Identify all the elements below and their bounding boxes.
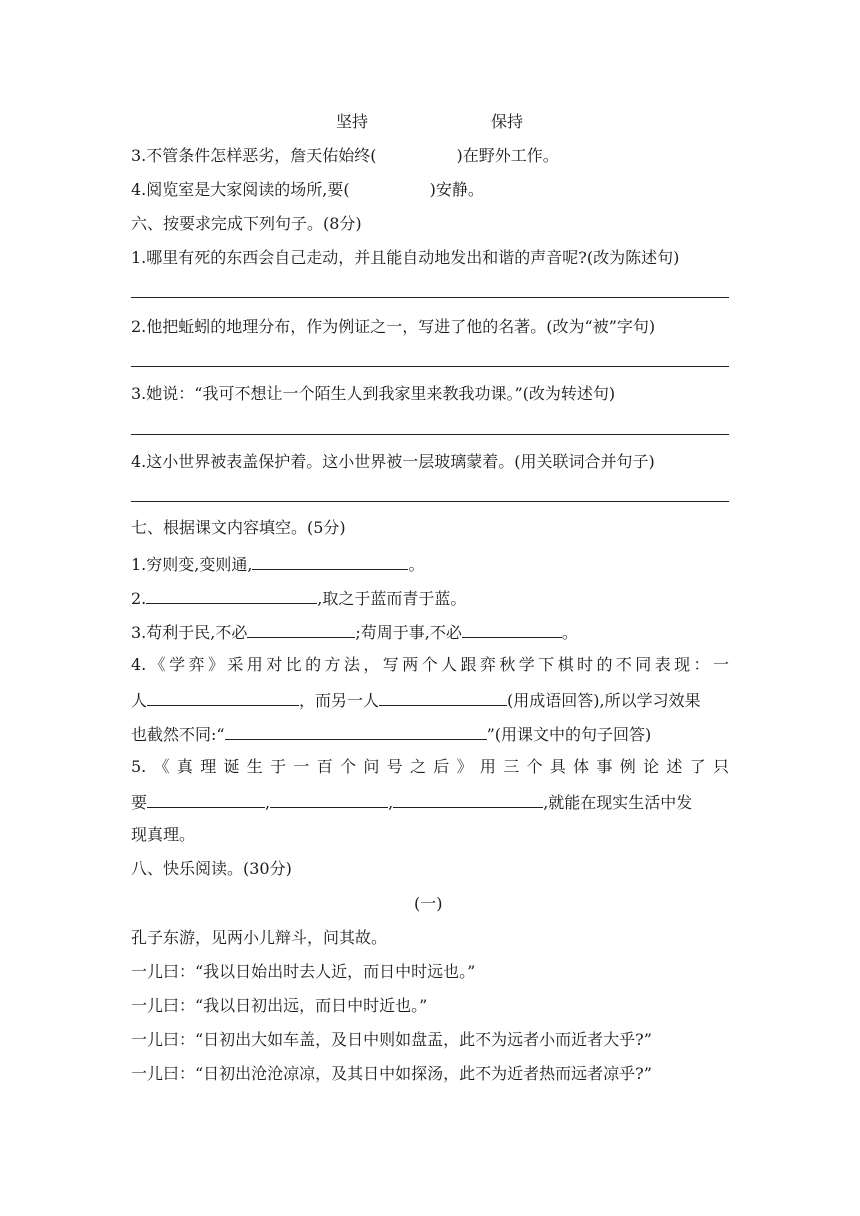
sec7-q4-blank-1[interactable] — [147, 689, 299, 706]
sec5-q4-text-after: )安静。 — [429, 180, 484, 199]
sec7-q5-sep-2: , — [388, 793, 394, 812]
sec6-answer-line-4[interactable] — [131, 501, 729, 502]
sec7-q1-text: 1.穷则变,变则通, — [131, 555, 253, 574]
sec5-q4-text-before: 4.阅览室是大家阅读的场所,要( — [131, 180, 350, 199]
sec7-q5-line-1: 5.《真理诞生于一百个问号之后》用三个具体事例论述了只 — [131, 757, 729, 776]
sec7-q5-text-b: ,就能在现实生活中发 — [543, 793, 693, 812]
sec7-q3-blank-2[interactable] — [462, 621, 562, 638]
word-bank-word-2: 保持 — [491, 112, 524, 131]
sec7-q5-line-2 — [131, 791, 692, 813]
passage-line-4: 一儿曰：“日初出大如车盖，及日中则如盘盂，此不为远者小而近者大乎?” — [131, 1030, 652, 1049]
sec6-item-1: 1.哪里有死的东西会自己走动，并且能自动地发出和谐的声音呢?(改为陈述句) — [131, 248, 680, 267]
sec7-question-1 — [131, 553, 424, 575]
sec5-q3-text-after: )在野外工作。 — [456, 146, 559, 165]
sec6-answer-line-1[interactable] — [131, 297, 729, 298]
sec7-q4-text-b: ，而另一人 — [299, 691, 380, 710]
sec7-q3-blank-1[interactable] — [247, 621, 355, 638]
sec7-q4-line-3 — [131, 723, 651, 745]
sec7-q2-text: ,取之于蓝而青于蓝。 — [317, 589, 467, 608]
sec7-q1-blank[interactable] — [252, 553, 408, 570]
sec6-answer-line-2[interactable] — [131, 366, 729, 367]
sec7-q4-text-d: 也截然不同:“ — [131, 725, 225, 744]
sec7-q5-line-3: 现真理。 — [131, 825, 196, 844]
sec7-question-3 — [131, 621, 578, 643]
sec7-q3-end: 。 — [561, 623, 578, 642]
passage-line-1: 孔子东游，见两小儿辩斗，问其故。 — [131, 928, 388, 947]
sec7-q4-blank-3[interactable] — [225, 723, 487, 740]
sec7-q5-blank-2[interactable] — [270, 791, 388, 808]
sec7-question-2 — [131, 587, 466, 609]
sec7-q4-text-a: 人 — [131, 691, 148, 710]
sec6-answer-line-3[interactable] — [131, 434, 729, 435]
sec7-q5-text-a: 要 — [131, 793, 148, 812]
sec6-item-4: 4.这小世界被表盖保护着。这小世界被一层玻璃蒙着。(用关联词合并句子) — [131, 452, 655, 471]
sec8-heading: 八、快乐阅读。(30分) — [131, 859, 292, 878]
sec5-q3-text-before: 3.不管条件怎样恶劣，詹天佑始终( — [131, 146, 377, 165]
sec7-q5-sep-1: , — [265, 793, 271, 812]
sec7-q5-blank-3[interactable] — [393, 791, 543, 808]
sec6-heading: 六、按要求完成下列句子。(8分) — [131, 214, 362, 233]
sec7-q4-line-2 — [131, 689, 701, 711]
sec7-heading: 七、根据课文内容填空。(5分) — [131, 518, 346, 537]
sec7-q4-text-e: ”(用课文中的句子回答) — [486, 725, 652, 744]
passage-line-2: 一儿曰：“我以日始出时去人近，而日中时远也。” — [131, 962, 476, 981]
sec8-part-label: (一) — [414, 894, 443, 913]
sec7-q3-text-b: ;苟周于事,不必 — [355, 623, 462, 642]
sec7-q2-blank[interactable] — [146, 587, 317, 604]
sec6-item-3: 3.她说：“我可不想让一个陌生人到我家里来教我功课。”(改为转述句) — [131, 384, 616, 403]
sec7-q5-blank-1[interactable] — [147, 791, 265, 808]
passage-line-5: 一儿曰：“日初出沧沧凉凉，及其日中如探汤，此不为近者热而远者凉乎?” — [131, 1064, 652, 1083]
sec7-q4-text-c: (用成语回答),所以学习效果 — [507, 691, 701, 710]
sec7-q2-number: 2. — [131, 589, 147, 608]
sec6-item-2: 2.他把蚯蚓的地理分布，作为例证之一，写进了他的名著。(改为“被”字句) — [131, 317, 656, 336]
sec5-question-4 — [131, 180, 484, 200]
passage-line-3: 一儿曰：“我以日初出远，而日中时近也。” — [131, 996, 428, 1015]
word-bank-word-1: 坚持 — [336, 112, 369, 131]
sec7-q3-text-a: 3.苟利于民,不必 — [131, 623, 248, 642]
sec7-q4-blank-2[interactable] — [379, 689, 507, 706]
sec5-question-3 — [131, 146, 559, 166]
sec7-q4-line-1: 4.《学弈》采用对比的方法，写两个人跟弈秋学下棋时的不同表现：一 — [131, 655, 729, 674]
sec7-q1-end: 。 — [408, 555, 425, 574]
